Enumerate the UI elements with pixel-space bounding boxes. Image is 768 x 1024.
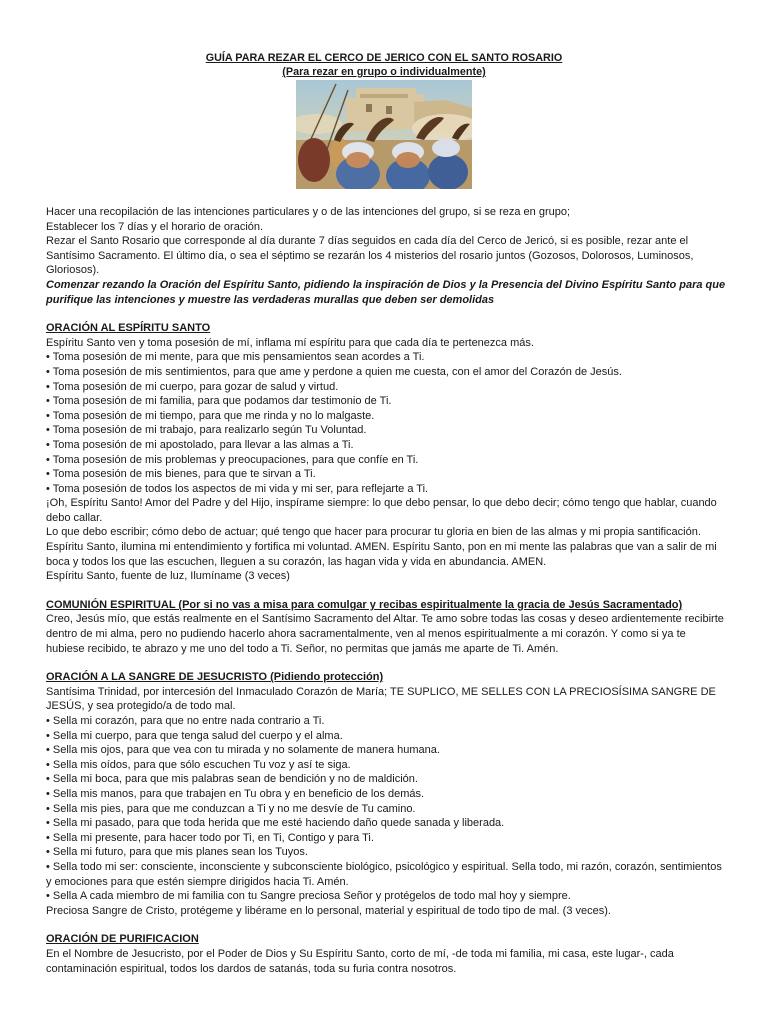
prayer-line: • Sella mi cuerpo, para que tenga salud del cuerpo y el alma. xyxy=(46,729,343,742)
section-heading-espiritu-santo: ORACIÓN AL ESPÍRITU SANTO xyxy=(46,322,211,335)
intro-line: Establecer los 7 días y el horario de oración. xyxy=(46,220,264,233)
section-heading-sangre: ORACIÓN A LA SANGRE DE JESUCRISTO (Pidiendo protección) xyxy=(46,671,384,684)
intro-emphasis: Comenzar rezando la Oración del Espíritu Santo, pidiendo la inspiración de Dios y la Presencia del Divino Espíritu Santo para que purifique las intenciones y muestre las verdaderas murallas que deben ser demolidas xyxy=(46,278,726,306)
intro-line: Rezar el Santo Rosario que corresponde al día durante 7 días seguidos en cada día del Cerco de Jericó, si es posible, rezar ante el Santísimo Sacramento. El último día, o sea el séptimo se rezarán los 4 misterios del rosario juntos (Gozosos, Dolorosos, Luminosos, Gloriosos). xyxy=(46,235,694,277)
prayer-line: • Toma posesión de mi trabajo, para realizarlo según Tu Voluntad. xyxy=(46,424,367,437)
prayer-line: • Toma posesión de mi tiempo, para que me rinda y no lo malgaste. xyxy=(46,409,375,422)
prayer-line: • Toma posesión de mis bienes, para que te sirvan a Ti. xyxy=(46,468,316,481)
prayer-line: • Sella mi boca, para que mis palabras sean de bendición y no de maldición. xyxy=(46,773,418,786)
prayer-line: • Toma posesión de mis sentimientos, para que ame y perdone a quien me cuesta, con el amor del Corazón de Jesús. xyxy=(46,365,622,378)
prayer-line: • Toma posesión de mi familia, para que podamos dar testimonio de Ti. xyxy=(46,395,392,408)
prayer-line: Preciosa Sangre de Cristo, protégeme y libérame en lo personal, material y espiritual de todo tipo de mal. (3 veces). xyxy=(46,904,611,917)
title-block xyxy=(0,51,768,79)
document-title: GUÍA PARA REZAR EL CERCO DE JERICO CON EL SANTO ROSARIO xyxy=(205,52,563,64)
section-heading-comunion: COMUNIÓN ESPIRITUAL (Por si no vas a misa para comulgar y recibas espiritualmente la gracia de Jesús Sacramentado) xyxy=(46,598,683,611)
prayer-line: • Sella mis pies, para que me conduzcan a Ti y no me desvíe de Tu camino. xyxy=(46,802,416,815)
document-body xyxy=(46,205,726,976)
section-heading-purificacion: ORACIÓN DE PURIFICACION xyxy=(46,933,199,946)
prayer-line: Creo, Jesús mío, que estás realmente en el Santísimo Sacramento del Altar. Te amo sobre todas las cosas y deseo ardientemente recibirte dentro de mi alma, pero no pudiendo hacerlo ahora sacramentalmente, ven al menos espiritualmente a mi corazón. Y como si ya te hubiese recibido, te abrazo y me uno del todo a Ti. Señor, no permitas que jamás me aparte de Ti. Amén. xyxy=(46,613,724,655)
jericho-walls-illustration xyxy=(296,80,472,189)
prayer-line: • Toma posesión de mi cuerpo, para gozar de salud y virtud. xyxy=(46,380,339,393)
prayer-line: • Toma posesión de mis problemas y preocupaciones, para que confíe en Ti. xyxy=(46,453,419,466)
prayer-line: Espíritu Santo, fuente de luz, Ilumíname (3 veces) xyxy=(46,570,290,583)
prayer-line: • Sella mi pasado, para que toda herida que me esté haciendo daño quede sanada y liberada. xyxy=(46,817,505,830)
prayer-line: Lo que debo escribir; cómo debo de actuar; qué tengo que hacer para procurar tu gloria en bien de las almas y mi propia santificación. Espíritu Santo, ilumina mi entendimiento y fortifica mi voluntad. AMEN. Espíritu Santo, pon en mi mente las palabras que van a salir de mi boca y todos los que las escuchen, lleguen a su corazón, las hagan vida y vida en abundancia. AMEN. xyxy=(46,526,717,568)
prayer-line: • Sella mis oídos, para que sólo escuchen Tu voz y así te siga. xyxy=(46,758,351,771)
prayer-line: • Sella A cada miembro de mi familia con tu Sangre preciosa Señor y protégelos de todo mal hoy y siempre. xyxy=(46,890,571,903)
prayer-line: • Sella mi presente, para hacer todo por Ti, en Ti, Contigo y para Ti. xyxy=(46,831,374,844)
prayer-line: • Sella mis manos, para que trabajen en Tu obra y en beneficio de los demás. xyxy=(46,787,425,800)
prayer-line: • Toma posesión de mi mente, para que mis pensamientos sean acordes a Ti. xyxy=(46,351,425,364)
prayer-line: • Toma posesión de mi apostolado, para llevar a las almas a Ti. xyxy=(46,438,354,451)
intro-line: Hacer una recopilación de las intenciones particulares y o de las intenciones del grupo, si se reza en grupo; xyxy=(46,206,571,218)
document-subtitle: (Para rezar en grupo o individualmente) xyxy=(282,66,486,78)
prayer-line: • Sella todo mi ser: consciente, inconsciente y subconsciente biológico, psicológico y espiritual. Sella todo, mi razón, corazón, sentimientos y emociones para que estén siempre dirigidos hacia Ti. Amén. xyxy=(46,860,722,888)
prayer-line: Santísima Trinidad, por intercesión del Inmaculado Corazón de María; TE SUPLICO, ME SELLES CON LA PRECIOSÍSIMA SANGRE DE JESÚS, y sea protegido/a de todo mal. xyxy=(46,685,716,713)
prayer-line: • Sella mi futuro, para que mis planes sean los Tuyos. xyxy=(46,846,308,859)
prayer-line: • Sella mis ojos, para que vea con tu mirada y no solamente de manera humana. xyxy=(46,744,440,757)
prayer-line: ¡Oh, Espíritu Santo! Amor del Padre y del Hijo, inspírame siempre: lo que debo pensar, lo que debo decir; cómo tengo que hablar, cuando debo callar. xyxy=(46,497,717,524)
prayer-line: Espíritu Santo ven y toma posesión de mí, inflama mí espíritu para que cada día te pertenezca más. xyxy=(46,336,534,349)
prayer-line: • Toma posesión de todos los aspectos de mi vida y mi ser, para reflejarte a Ti. xyxy=(46,482,429,495)
prayer-line: • Sella mi corazón, para que no entre nada contrario a Ti. xyxy=(46,715,325,727)
prayer-line: En el Nombre de Jesucristo, por el Poder de Dios y Su Espíritu Santo, corto de mí, -de toda mi familia, mi casa, este lugar-, cada contaminación espiritual, todos los dardos de satanás, toda su furia contra nosotros. xyxy=(46,947,674,975)
